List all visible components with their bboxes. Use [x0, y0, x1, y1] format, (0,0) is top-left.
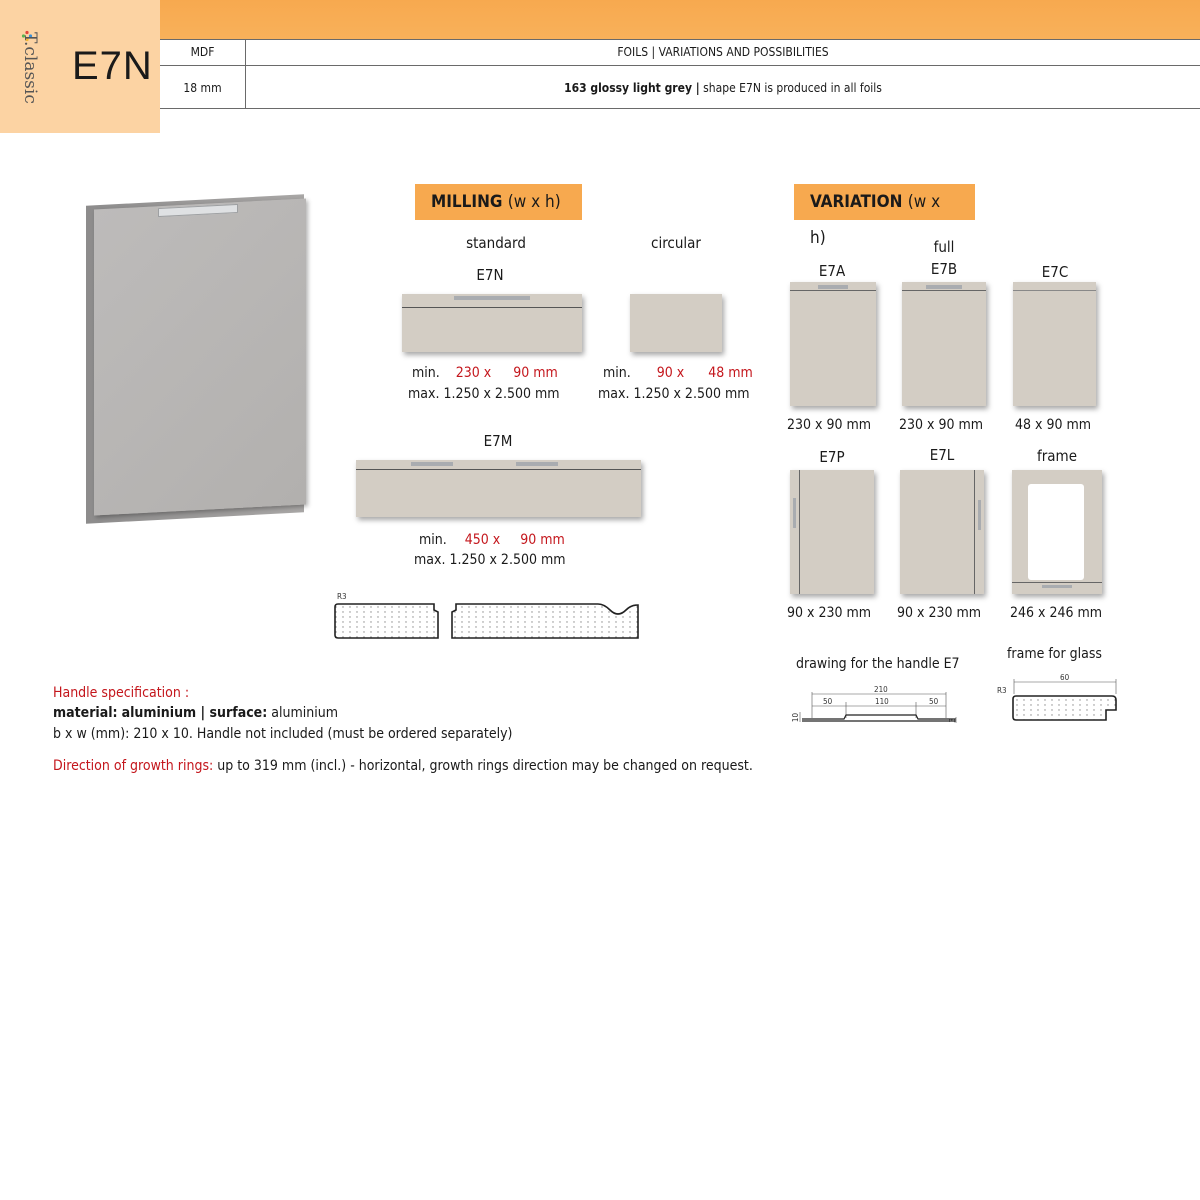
variation-size-frame: 246 x 246 mm: [1010, 605, 1103, 621]
variation-size-e7l: 90 x 230 mm: [897, 605, 982, 621]
variation-size-e7c: 48 x 90 mm: [1015, 417, 1092, 433]
full-label: full: [933, 238, 955, 256]
e7m-handle-right: [516, 462, 558, 466]
variation-panel-e7b: [902, 282, 986, 406]
variation-panel-frame: [1012, 470, 1102, 594]
foils-value: [246, 81, 1200, 95]
surface-value: aluminium: [271, 705, 338, 721]
variation-panel-e7c: [1013, 282, 1096, 406]
e7n-label: E7N: [476, 266, 504, 284]
profile-radius-label: R3: [337, 592, 347, 601]
header-orange-strip: [160, 0, 1200, 39]
e7m-groove: [356, 469, 641, 470]
table-line-bottom: [160, 108, 1200, 109]
glass-frame-radius: R3: [997, 686, 1007, 695]
milling-title-text: MILLING: [431, 192, 503, 212]
door-render: [86, 182, 312, 518]
variation-title-unit: (w x h): [810, 192, 941, 248]
variation-label-e7l: E7L: [929, 446, 955, 464]
e7l-groove: [974, 470, 975, 594]
e7b-handle: [926, 285, 962, 289]
circular-max: max. 1.250 x 2.500 mm: [598, 386, 750, 402]
e7p-groove: [799, 470, 800, 594]
e7n-groove: [402, 307, 582, 308]
e7n-panel: [402, 294, 582, 352]
e7n-handle: [454, 296, 530, 300]
variation-size-e7a: 230 x 90 mm: [787, 417, 872, 433]
handle-drawing-title: drawing for the handle E7: [796, 656, 960, 672]
foils-header: FOILS | VARIATIONS AND POSSIBILITIES: [617, 45, 829, 59]
foil-name: 163 glossy light grey |: [564, 81, 700, 95]
circular-min-width: 90 x: [656, 365, 685, 381]
e7m-min-height: 90 mm: [520, 532, 565, 548]
material-value: aluminium: [121, 705, 197, 721]
circular-min-height: 48 mm: [708, 365, 753, 381]
handle-dim-total: 210: [874, 685, 888, 694]
e7a-groove: [790, 290, 876, 291]
e7n-min: [412, 365, 558, 381]
handle-dims-line: b x w (mm): 210 x 10. Handle not included (must be ordered separately): [53, 726, 513, 742]
variation-panel-e7l: [900, 470, 984, 594]
e7n-min-height: 90 mm: [513, 365, 558, 381]
surface-label: surface:: [209, 705, 268, 721]
variation-size-e7b: 230 x 90 mm: [899, 417, 984, 433]
standard-label: standard: [466, 234, 526, 252]
e7c-groove: [1013, 290, 1096, 291]
circular-panel: [630, 294, 722, 352]
e7n-min-label: min.: [412, 365, 440, 381]
variation-panel-e7a: [790, 282, 876, 406]
growth-rings-line: [53, 758, 753, 774]
circular-min: [603, 365, 753, 381]
handle-dim-depth: 3: [947, 718, 957, 723]
e7m-handle-left: [411, 462, 453, 466]
table-line-mid: [160, 65, 1200, 66]
variation-size-e7p: 90 x 230 mm: [787, 605, 872, 621]
e7m-min-label: min.: [419, 532, 447, 548]
variation-label-e7c: E7C: [1041, 263, 1069, 281]
milling-title-unit: (w x h): [507, 192, 561, 212]
thickness-value: 18 mm: [183, 81, 222, 95]
e7m-label: E7M: [483, 432, 513, 450]
glass-frame-drawing: [1008, 678, 1122, 728]
handle-dim-right: 50: [929, 697, 939, 706]
e7m-min: [419, 532, 565, 548]
growth-rings-label: Direction of growth rings:: [53, 758, 214, 774]
variation-title-text: VARIATION: [810, 192, 903, 212]
variation-label-e7a: E7A: [818, 262, 846, 280]
product-code: E7N: [72, 44, 153, 88]
frame-handle: [1042, 585, 1072, 588]
e7p-handle: [793, 498, 796, 528]
variation-label-frame: frame: [1036, 447, 1077, 465]
handle-dim-middle: 110: [875, 697, 889, 706]
e7n-min-width: 230 x: [455, 365, 492, 381]
handle-dim-left: 50: [823, 697, 833, 706]
handle-dim-height: 10: [791, 712, 801, 723]
e7m-min-width: 450 x: [464, 532, 501, 548]
e7m-panel: [356, 460, 641, 517]
material-label: material:: [53, 705, 118, 721]
foil-note: shape E7N is produced in all foils: [699, 81, 882, 95]
table-line-top: [160, 39, 1200, 40]
handle-material-line: [53, 705, 338, 721]
variation-label-e7b: E7B: [930, 260, 958, 278]
e7b-groove: [902, 290, 986, 291]
e7m-max: max. 1.250 x 2.500 mm: [414, 552, 566, 568]
e7n-max: max. 1.250 x 2.500 mm: [408, 386, 560, 402]
material-header: MDF: [190, 45, 215, 59]
milling-title: [415, 184, 582, 220]
glass-frame-width: 60: [1060, 673, 1070, 682]
handle-spec-title: Handle specification :: [53, 685, 190, 701]
frame-glass-opening: [1028, 484, 1084, 580]
circular-label: circular: [651, 234, 701, 252]
growth-rings-text: up to 319 mm (incl.) - horizontal, growth rings direction may be changed on request.: [213, 758, 753, 774]
circular-min-label: min.: [603, 365, 631, 381]
brand-name: T.classic: [19, 32, 40, 104]
glass-frame-title: frame for glass: [1007, 646, 1102, 662]
profile-section-drawing: [334, 600, 642, 644]
variation-label-e7p: E7P: [819, 448, 845, 466]
e7a-handle: [818, 285, 848, 289]
frame-groove: [1012, 582, 1102, 583]
material-separator: |: [196, 705, 210, 721]
e7l-handle: [978, 500, 981, 530]
variation-panel-e7p: [790, 470, 874, 594]
